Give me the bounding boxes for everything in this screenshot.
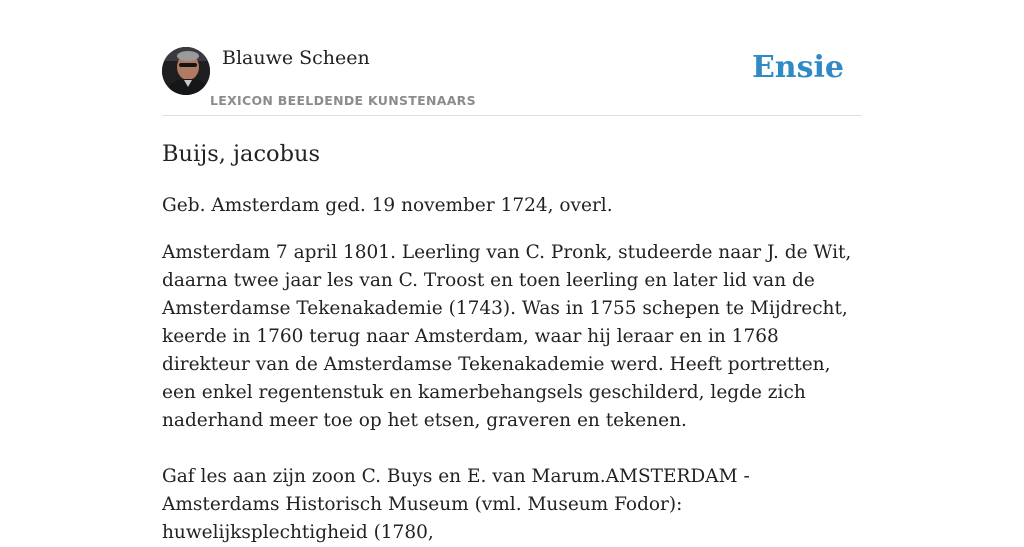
paragraph: Gaf les aan zijn zoon C. Buys en E. van Marum.AMSTERDAM -Amsterdams Historisch Museum (vml. Museum Fodor): huwelijksplechtigheid (1780, <box>162 466 750 543</box>
author-name[interactable]: Blauwe Scheen <box>222 47 370 69</box>
paragraph: Amsterdam 7 april 1801. Leerling van C. Pronk, studeerde naar J. de Wit, daarna twee jaar les van C. Troost en toen leerling en later lid van de Amsterdamse Tekenakademie (1743). Was in 1755 schepen te Mijdrecht, keerde in 1760 terug naar Amsterdam, waar hij leraar en in 1768 direkteur van de Amsterdamse Tekenakademie werd. Heeft portretten, een enkel regentenstuk en kamerbehangsels geschilderd, legde zich naderhand meer toe op het etsen, graveren en tekenen. <box>162 242 852 431</box>
paragraph: Geb. Amsterdam ged. 19 november 1724, overl. <box>162 195 613 216</box>
author-avatar[interactable] <box>162 47 210 95</box>
article-body <box>162 136 862 547</box>
article-title: Buijs, jacobus <box>162 141 321 167</box>
article-header <box>162 46 862 116</box>
avatar-photo <box>162 47 210 95</box>
header-divider <box>162 115 862 116</box>
collection-label[interactable]: LEXICON BEELDENDE KUNSTENAARS <box>210 93 476 108</box>
ensie-logo[interactable]: Ensie <box>751 50 844 85</box>
